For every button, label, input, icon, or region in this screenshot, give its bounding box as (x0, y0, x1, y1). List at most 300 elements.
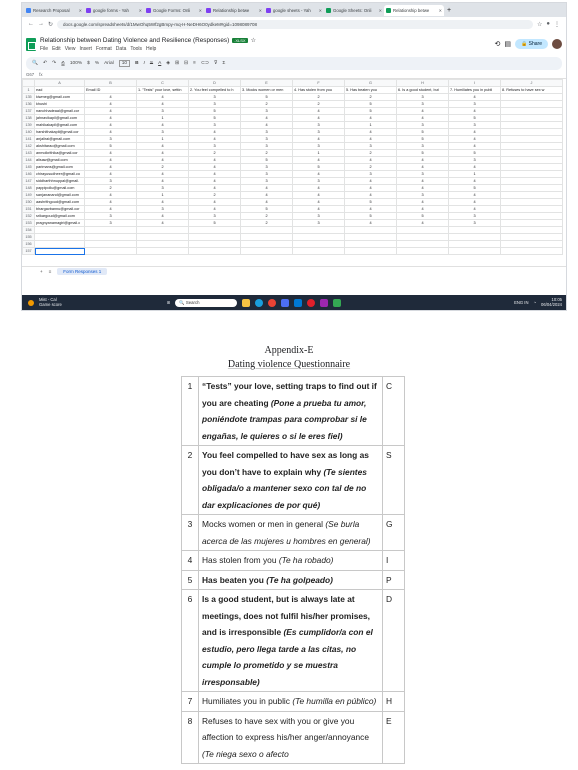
score-cell[interactable]: 4 (293, 157, 345, 164)
score-cell[interactable]: 5 (189, 220, 241, 227)
browser-tab[interactable] (84, 5, 144, 16)
row-number[interactable]: 154 (23, 227, 35, 234)
score-cell[interactable]: 2 (241, 150, 293, 157)
score-cell[interactable]: 2 (345, 94, 397, 101)
empty-cell[interactable] (501, 220, 563, 227)
score-cell[interactable]: 2 (241, 213, 293, 220)
menu-item-file[interactable]: File (40, 45, 49, 52)
score-cell[interactable]: 2 (293, 94, 345, 101)
score-cell[interactable]: 4 (137, 101, 189, 108)
score-cell[interactable]: 4 (397, 157, 449, 164)
browser-tab[interactable] (264, 5, 324, 16)
column-header[interactable]: 1. "Tests" your love, settin (137, 87, 189, 94)
star-icon[interactable]: ☆ (250, 37, 256, 44)
score-cell[interactable]: 4 (293, 136, 345, 143)
row-number[interactable]: 152 (23, 213, 35, 220)
menu-item-format[interactable]: Format (95, 45, 112, 52)
empty-cell[interactable] (189, 227, 241, 234)
empty-cell[interactable] (241, 248, 293, 255)
column-header[interactable]: 7. Humiliates you in publi (449, 87, 501, 94)
score-cell[interactable]: 4 (85, 101, 137, 108)
empty-cell[interactable] (35, 241, 85, 248)
score-cell[interactable]: 3 (345, 143, 397, 150)
email-cell[interactable]: sanjananand@gmail.com (35, 192, 85, 199)
italic-icon[interactable]: I (143, 61, 145, 66)
score-cell[interactable]: 4 (449, 192, 501, 199)
score-cell[interactable]: 4 (449, 129, 501, 136)
empty-cell[interactable] (397, 241, 449, 248)
column-letter[interactable]: B (85, 80, 137, 87)
close-icon[interactable]: ✕ (198, 7, 202, 13)
score-cell[interactable]: 3 (397, 94, 449, 101)
score-cell[interactable]: 4 (137, 220, 189, 227)
sheet-tab-form-responses[interactable]: Form Responses 1 (57, 268, 107, 275)
empty-cell[interactable] (449, 241, 501, 248)
empty-cell[interactable] (35, 248, 85, 255)
email-cell[interactable]: kiwmeg@gmail.com (35, 94, 85, 101)
empty-cell[interactable] (501, 122, 563, 129)
column-header[interactable]: 5. Has beaten you (345, 87, 397, 94)
row-number[interactable]: 140 (23, 129, 35, 136)
score-cell[interactable]: 5 (397, 136, 449, 143)
align-icon[interactable]: ≡ (193, 61, 196, 66)
score-cell[interactable]: 3 (293, 213, 345, 220)
score-cell[interactable]: 2 (189, 192, 241, 199)
new-tab-icon[interactable]: + (447, 6, 452, 14)
score-cell[interactable]: 2 (241, 220, 293, 227)
score-cell[interactable]: 4 (449, 178, 501, 185)
empty-cell[interactable] (501, 143, 563, 150)
score-cell[interactable]: 4 (189, 157, 241, 164)
row-number[interactable]: 146 (23, 171, 35, 178)
score-cell[interactable]: 4 (449, 143, 501, 150)
column-header[interactable]: Email ID (85, 87, 137, 94)
score-cell[interactable]: 4 (449, 199, 501, 206)
score-cell[interactable]: 4 (85, 115, 137, 122)
reload-icon[interactable]: ↻ (48, 21, 54, 28)
score-cell[interactable]: 3 (397, 101, 449, 108)
score-cell[interactable]: 4 (345, 136, 397, 143)
score-cell[interactable]: 4 (137, 199, 189, 206)
filter-icon[interactable]: ⊽ (213, 61, 218, 66)
strikethrough-icon[interactable]: S (149, 61, 154, 66)
row-number[interactable]: 153 (23, 220, 35, 227)
row-number[interactable]: 139 (23, 122, 35, 129)
empty-cell[interactable] (85, 234, 137, 241)
score-cell[interactable]: 3 (189, 94, 241, 101)
vpn-icon[interactable] (333, 299, 341, 307)
empty-cell[interactable] (501, 164, 563, 171)
font-size-input[interactable]: 10 (119, 60, 130, 67)
row-number[interactable]: 147 (23, 178, 35, 185)
score-cell[interactable]: 4 (85, 157, 137, 164)
empty-cell[interactable] (189, 248, 241, 255)
row-number[interactable]: 144 (23, 157, 35, 164)
column-header[interactable]: ead (35, 87, 85, 94)
bold-icon[interactable]: B (135, 61, 139, 66)
empty-cell[interactable] (137, 248, 189, 255)
score-cell[interactable]: 1 (137, 115, 189, 122)
empty-cell[interactable] (293, 227, 345, 234)
score-cell[interactable]: 4 (345, 129, 397, 136)
score-cell[interactable]: 3 (293, 129, 345, 136)
menu-dots-icon[interactable]: ⋮ (554, 21, 560, 28)
empty-cell[interactable] (501, 150, 563, 157)
score-cell[interactable]: 4 (137, 150, 189, 157)
score-cell[interactable]: 2 (137, 164, 189, 171)
column-letter[interactable]: J (501, 80, 563, 87)
row-number[interactable]: 149 (23, 192, 35, 199)
score-cell[interactable]: 4 (85, 164, 137, 171)
score-cell[interactable]: 5 (397, 150, 449, 157)
weather-block[interactable] (39, 298, 62, 307)
score-cell[interactable]: 2 (293, 101, 345, 108)
score-cell[interactable]: 4 (137, 122, 189, 129)
score-cell[interactable]: 3 (137, 206, 189, 213)
empty-cell[interactable] (241, 227, 293, 234)
column-header[interactable]: 2. You feel compelled to h (189, 87, 241, 94)
score-cell[interactable]: 4 (85, 122, 137, 129)
empty-cell[interactable] (85, 248, 137, 255)
empty-cell[interactable] (449, 248, 501, 255)
column-letter[interactable]: C (137, 80, 189, 87)
empty-cell[interactable] (501, 136, 563, 143)
browser-tab[interactable] (324, 5, 384, 16)
empty-cell[interactable] (345, 227, 397, 234)
score-cell[interactable]: 4 (293, 206, 345, 213)
functions-icon[interactable]: Σ (222, 61, 226, 66)
row-number[interactable]: 156 (23, 241, 35, 248)
redo-icon[interactable]: ↷ (52, 61, 57, 66)
fill-color-icon[interactable]: ◈ (166, 61, 170, 66)
close-icon[interactable]: ✕ (378, 7, 382, 13)
score-cell[interactable]: 5 (449, 115, 501, 122)
empty-cell[interactable] (501, 199, 563, 206)
row-number[interactable]: 151 (23, 206, 35, 213)
score-cell[interactable]: 5 (189, 115, 241, 122)
score-cell[interactable]: 4 (345, 185, 397, 192)
empty-cell[interactable] (501, 206, 563, 213)
score-cell[interactable]: 4 (241, 185, 293, 192)
edge-icon[interactable] (255, 299, 263, 307)
row-number[interactable]: 148 (23, 185, 35, 192)
windows-start-icon[interactable]: ⊞ (166, 300, 171, 305)
score-cell[interactable]: 4 (293, 199, 345, 206)
column-letter[interactable]: D (189, 80, 241, 87)
column-letter[interactable]: I (449, 80, 501, 87)
score-cell[interactable]: 4 (397, 185, 449, 192)
print-icon[interactable]: ⎙ (61, 61, 65, 67)
score-cell[interactable]: 4 (449, 108, 501, 115)
email-cell[interactable]: alisaw@gmail.com (35, 157, 85, 164)
explorer-icon[interactable] (242, 299, 250, 307)
score-cell[interactable]: 4 (345, 220, 397, 227)
email-cell[interactable]: parimans@gmail.com (35, 164, 85, 171)
search-icon[interactable]: 🔍 (32, 61, 38, 66)
score-cell[interactable]: 3 (449, 157, 501, 164)
zoom-select[interactable]: 100% (69, 61, 83, 66)
score-cell[interactable]: 4 (397, 164, 449, 171)
empty-cell[interactable] (501, 157, 563, 164)
score-cell[interactable]: 5 (449, 185, 501, 192)
menu-item-data[interactable]: Data (115, 45, 127, 52)
score-cell[interactable]: 4 (449, 164, 501, 171)
empty-cell[interactable] (293, 241, 345, 248)
score-cell[interactable]: 5 (345, 213, 397, 220)
profile-icon[interactable]: ● (546, 21, 550, 27)
score-cell[interactable]: 2 (189, 150, 241, 157)
empty-cell[interactable] (397, 227, 449, 234)
email-cell[interactable]: srikargoud@gmail.com (35, 213, 85, 220)
email-cell[interactable]: khushi (35, 101, 85, 108)
score-cell[interactable]: 2 (241, 101, 293, 108)
score-cell[interactable]: 5 (241, 94, 293, 101)
empty-cell[interactable] (137, 227, 189, 234)
score-cell[interactable]: 4 (137, 178, 189, 185)
empty-cell[interactable] (241, 234, 293, 241)
empty-cell[interactable] (85, 227, 137, 234)
menu-item-view[interactable]: View (64, 45, 76, 52)
column-header[interactable]: 8. Refuses to have sex w (501, 87, 563, 94)
sheets-logo-icon[interactable] (26, 38, 36, 51)
column-header[interactable]: 4. Has stolen from you (293, 87, 345, 94)
wifi-icon[interactable]: ◔ (533, 300, 537, 305)
comment-icon[interactable]: ▤ (504, 41, 512, 48)
score-cell[interactable]: 5 (293, 164, 345, 171)
menu-item-tools[interactable]: Tools (130, 45, 143, 52)
empty-cell[interactable] (449, 227, 501, 234)
taskbar-search[interactable] (175, 299, 237, 307)
back-icon[interactable]: ← (28, 21, 34, 27)
row-number[interactable]: 145 (23, 164, 35, 171)
empty-cell[interactable] (345, 234, 397, 241)
empty-cell[interactable] (35, 234, 85, 241)
close-icon[interactable]: ✕ (258, 7, 262, 13)
text-color-icon[interactable]: A (158, 61, 162, 66)
email-cell[interactable]: siddharthhnuppal@gmail. (35, 178, 85, 185)
score-cell[interactable]: 4 (85, 129, 137, 136)
browser-tab[interactable] (384, 5, 444, 16)
score-cell[interactable]: 3 (137, 129, 189, 136)
menu-item-insert[interactable]: Insert (79, 45, 92, 52)
row-number[interactable]: 1 (23, 87, 35, 94)
score-cell[interactable]: 3 (85, 178, 137, 185)
empty-cell[interactable] (293, 248, 345, 255)
score-cell[interactable]: 4 (449, 136, 501, 143)
score-cell[interactable]: 3 (241, 136, 293, 143)
email-cell[interactable]: akshitarao@gmail.com (35, 143, 85, 150)
score-cell[interactable]: 5 (85, 143, 137, 150)
row-number[interactable]: 138 (23, 115, 35, 122)
email-cell[interactable]: nanchhadeaal@gmail.cor (35, 108, 85, 115)
score-cell[interactable]: 4 (397, 178, 449, 185)
row-number[interactable]: 142 (23, 143, 35, 150)
score-cell[interactable]: 5 (345, 108, 397, 115)
email-cell[interactable]: pappipollu@gmail.com (35, 185, 85, 192)
empty-cell[interactable] (501, 234, 563, 241)
link-icon[interactable]: ⊂⊃ (200, 61, 209, 66)
empty-cell[interactable] (501, 227, 563, 234)
score-cell[interactable]: 1 (137, 136, 189, 143)
score-cell[interactable]: 4 (189, 136, 241, 143)
score-cell[interactable]: 5 (241, 206, 293, 213)
empty-cell[interactable] (501, 115, 563, 122)
score-cell[interactable]: 5 (449, 150, 501, 157)
score-cell[interactable]: 3 (397, 192, 449, 199)
score-cell[interactable]: 5 (345, 199, 397, 206)
column-letter[interactable]: F (293, 80, 345, 87)
row-number[interactable]: 137 (23, 108, 35, 115)
browser-tab[interactable] (24, 5, 84, 16)
score-cell[interactable]: 4 (345, 115, 397, 122)
tray-clock[interactable] (541, 298, 562, 307)
close-icon[interactable]: ✕ (138, 7, 142, 13)
row-number[interactable]: 136 (23, 101, 35, 108)
email-cell[interactable]: chirayusudheer@gmail.co (35, 171, 85, 178)
forward-icon[interactable]: → (38, 21, 44, 27)
row-number[interactable]: 141 (23, 136, 35, 143)
score-cell[interactable]: 4 (397, 220, 449, 227)
email-cell[interactable]: pragnyanamagiri@gmail.c (35, 220, 85, 227)
row-number[interactable]: 135 (23, 94, 35, 101)
score-cell[interactable]: 1 (137, 192, 189, 199)
row-number[interactable]: 157 (23, 248, 35, 255)
score-cell[interactable]: 3 (241, 164, 293, 171)
score-cell[interactable]: 4 (241, 115, 293, 122)
font-select[interactable]: Arial (104, 61, 114, 66)
score-cell[interactable]: 4 (137, 157, 189, 164)
row-number[interactable]: 155 (23, 234, 35, 241)
score-cell[interactable]: 4 (85, 94, 137, 101)
score-cell[interactable]: 4 (85, 192, 137, 199)
score-cell[interactable]: 3 (137, 108, 189, 115)
score-cell[interactable]: 3 (189, 101, 241, 108)
close-icon[interactable]: ✕ (318, 7, 322, 13)
score-cell[interactable]: 5 (345, 101, 397, 108)
empty-cell[interactable] (501, 108, 563, 115)
empty-cell[interactable] (397, 248, 449, 255)
score-cell[interactable]: 4 (85, 206, 137, 213)
score-cell[interactable]: 5 (241, 157, 293, 164)
empty-cell[interactable] (501, 213, 563, 220)
score-cell[interactable]: 3 (397, 171, 449, 178)
empty-cell[interactable] (137, 234, 189, 241)
column-header[interactable]: 6. Is a good student, but (397, 87, 449, 94)
score-cell[interactable]: 2 (85, 185, 137, 192)
column-letter[interactable]: G (345, 80, 397, 87)
score-cell[interactable]: 3 (449, 122, 501, 129)
add-sheet-icon[interactable]: + (40, 269, 43, 274)
close-icon[interactable]: ✕ (78, 7, 82, 13)
score-cell[interactable]: 4 (189, 129, 241, 136)
score-cell[interactable]: 3 (85, 220, 137, 227)
score-cell[interactable]: 4 (397, 108, 449, 115)
email-cell[interactable]: harshithakapil@gmail.cor (35, 129, 85, 136)
score-cell[interactable]: 4 (189, 171, 241, 178)
score-cell[interactable]: 3 (449, 101, 501, 108)
score-cell[interactable]: 4 (397, 115, 449, 122)
score-cell[interactable]: 4 (241, 199, 293, 206)
column-letter[interactable] (23, 80, 35, 87)
empty-cell[interactable] (501, 101, 563, 108)
empty-cell[interactable] (501, 241, 563, 248)
empty-cell[interactable] (345, 241, 397, 248)
currency-button[interactable]: $ (87, 61, 90, 66)
score-cell[interactable]: 3 (85, 136, 137, 143)
empty-cell[interactable] (85, 241, 137, 248)
score-cell[interactable]: 4 (85, 171, 137, 178)
score-cell[interactable]: 3 (189, 143, 241, 150)
star-icon[interactable]: ☆ (536, 21, 543, 28)
empty-cell[interactable] (137, 241, 189, 248)
score-cell[interactable]: 3 (85, 213, 137, 220)
empty-cell[interactable] (449, 234, 501, 241)
score-cell[interactable]: 3 (189, 213, 241, 220)
score-cell[interactable]: 4 (241, 122, 293, 129)
mail-icon[interactable] (294, 299, 302, 307)
score-cell[interactable]: 4 (137, 213, 189, 220)
opera-icon[interactable] (307, 299, 315, 307)
email-cell[interactable]: anmolkrithika@gmail.cor (35, 150, 85, 157)
score-cell[interactable]: 3 (293, 143, 345, 150)
score-cell[interactable]: 3 (293, 178, 345, 185)
score-cell[interactable]: 4 (449, 206, 501, 213)
email-cell[interactable]: aashrithgoud@gmail.com (35, 199, 85, 206)
browser-tab[interactable] (144, 5, 204, 16)
empty-cell[interactable] (241, 241, 293, 248)
score-cell[interactable]: 1 (293, 150, 345, 157)
chrome-icon[interactable] (268, 299, 276, 307)
empty-cell[interactable] (501, 94, 563, 101)
score-cell[interactable]: 4 (189, 185, 241, 192)
score-cell[interactable]: 4 (137, 143, 189, 150)
all-sheets-icon[interactable]: ≡ (48, 269, 52, 274)
empty-cell[interactable] (501, 178, 563, 185)
score-cell[interactable]: 3 (397, 143, 449, 150)
score-cell[interactable]: 4 (345, 157, 397, 164)
score-cell[interactable]: 4 (85, 108, 137, 115)
score-cell[interactable]: 1 (345, 122, 397, 129)
score-cell[interactable]: 4 (293, 171, 345, 178)
merge-icon[interactable]: ⊟ (184, 61, 189, 66)
score-cell[interactable]: 5 (397, 129, 449, 136)
empty-cell[interactable] (501, 171, 563, 178)
menu-item-edit[interactable]: Edit (52, 45, 61, 52)
empty-cell[interactable] (189, 241, 241, 248)
score-cell[interactable]: 3 (241, 108, 293, 115)
score-cell[interactable]: 3 (345, 171, 397, 178)
empty-cell[interactable] (293, 234, 345, 241)
score-cell[interactable]: 3 (241, 129, 293, 136)
empty-cell[interactable] (501, 192, 563, 199)
score-cell[interactable]: 3 (241, 171, 293, 178)
avatar[interactable] (552, 39, 562, 49)
score-cell[interactable]: 3 (293, 220, 345, 227)
empty-cell[interactable] (345, 248, 397, 255)
score-cell[interactable]: 3 (293, 122, 345, 129)
score-cell[interactable]: 4 (293, 108, 345, 115)
undo-icon[interactable]: ↶ (42, 61, 48, 66)
score-cell[interactable]: 3 (189, 122, 241, 129)
score-cell[interactable]: 4 (449, 94, 501, 101)
email-cell[interactable]: mahikakapil@gmail.com (35, 122, 85, 129)
score-cell[interactable]: 1 (449, 171, 501, 178)
score-cell[interactable]: 4 (397, 206, 449, 213)
share-button[interactable] (515, 39, 548, 49)
empty-cell[interactable] (501, 129, 563, 136)
score-cell[interactable]: 4 (345, 192, 397, 199)
score-cell[interactable]: 4 (293, 192, 345, 199)
